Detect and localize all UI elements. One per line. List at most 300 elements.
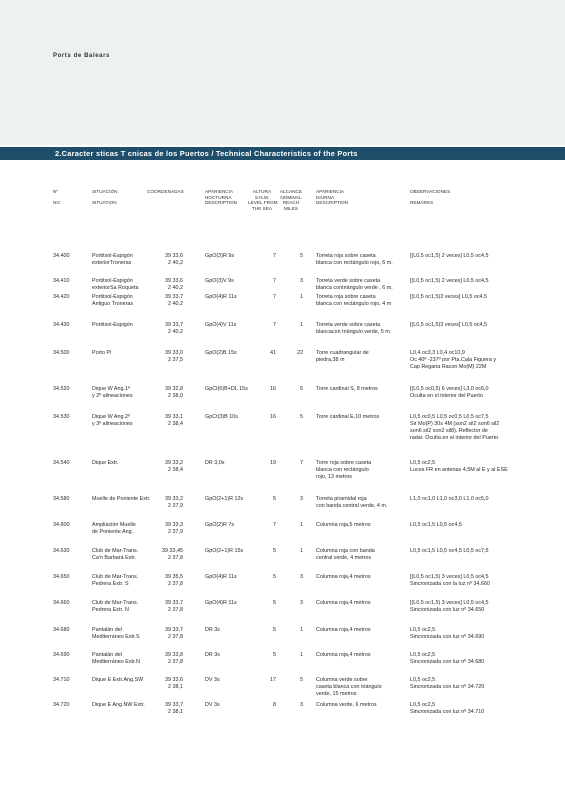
cell-line: 34.680: [53, 627, 70, 633]
cell-day: [316, 652, 406, 659]
cell-no: [53, 627, 81, 634]
cell-line: Torreta roja sobre caseta: [316, 253, 376, 259]
cell-line: Pantalán del: [92, 627, 122, 633]
cell-line: piedra,38 m: [316, 357, 345, 363]
cell-h: [250, 386, 276, 393]
cell-line: Dique W Ang.1º: [92, 386, 130, 392]
cell-line: 39 33,2: [165, 496, 183, 502]
cell-line: Sincronizada con luz nº 34.720: [410, 684, 485, 690]
cell-sit: [92, 350, 150, 357]
cell-line: 5: [273, 548, 276, 554]
cell-line: L0,5 oc2,5: [410, 677, 436, 683]
cell-line: Club de Mar-Trans.: [92, 600, 139, 606]
cell-co: [153, 574, 183, 588]
cell-day: [316, 522, 406, 529]
document-header: Ports de Balears: [53, 53, 110, 59]
cell-line: 3: [300, 600, 303, 606]
cell-line: 3: [300, 496, 303, 502]
cell-night: [205, 677, 249, 684]
cell-line: Dique E Extr.Ang.SW: [92, 677, 144, 683]
column-header-line: DESCRIPTION: [316, 200, 349, 206]
cell-r: [276, 460, 303, 467]
cell-line: 16: [270, 386, 276, 392]
cell-line: L0,5 oc2,5: [410, 460, 436, 466]
cell-line: Torre cardinal S, 8 metros: [316, 386, 378, 392]
cell-h: [250, 522, 276, 529]
cell-line: Columna roja,4 metros: [316, 652, 371, 658]
column-header-line: NO: [53, 200, 61, 206]
cell-co: [153, 652, 183, 666]
cell-line: 7: [273, 294, 276, 300]
cell-night: [205, 548, 249, 555]
cell-line: 39 33,7: [165, 294, 183, 300]
cell-line: Porto Pi: [92, 350, 112, 356]
cell-line: GpCt(3)B 10s: [205, 414, 238, 420]
cell-line: con banda central verde, 4 m.: [316, 503, 388, 509]
cell-line: 2 37,8: [168, 634, 183, 640]
cell-line: 39 33,3: [165, 522, 183, 528]
cell-no: [53, 322, 81, 329]
cell-r: [276, 386, 303, 393]
cell-line: L0,5 oc1,5 L0,5 oc4,5 L0,5 oc7,5: [410, 548, 489, 554]
cell-no: [53, 600, 81, 607]
cell-line: 7: [273, 322, 276, 328]
cell-night: [205, 627, 249, 634]
cell-day: [316, 600, 406, 607]
cell-day: [316, 278, 406, 292]
column-header-line: SITUATION: [92, 200, 117, 206]
section-title: 2.Caracter sticas T cnicas de los Puertos / Technical Characteristics of the Ports: [55, 149, 358, 158]
column-header-line: NOCTURNA: [205, 194, 232, 200]
cell-line: Sincronizada con luz nº 34.650: [410, 607, 485, 613]
cell-co: [153, 322, 183, 336]
cell-line: Columna roja con banda: [316, 548, 375, 554]
cell-line: 34.660: [53, 600, 70, 606]
cell-r: [276, 322, 303, 329]
cell-r: [276, 600, 303, 607]
cell-line: Portitxol-Espigón: [92, 322, 133, 328]
cell-rem: [410, 414, 530, 442]
cell-rem: [410, 386, 530, 400]
cell-line: 2 40,2: [168, 329, 183, 335]
cell-r: [276, 496, 303, 503]
cell-co: [153, 600, 183, 614]
cell-line: Columna roja,5 metros: [316, 522, 371, 528]
cell-line: 2 37,8: [168, 581, 183, 587]
cell-no: [53, 386, 81, 393]
cell-line: 2 37,5: [168, 357, 183, 363]
cell-line: 7: [273, 253, 276, 259]
cell-line: 5: [273, 627, 276, 633]
column-header-line: S.N.M.: [254, 194, 270, 200]
cell-h: [250, 652, 276, 659]
cell-line: Ampliación Muelle: [92, 522, 136, 528]
cell-co: [153, 350, 183, 364]
cell-no: [53, 574, 81, 581]
cell-line: Torreta verde sobre caseta: [316, 322, 381, 328]
cell-line: Pedrera Extr. S: [92, 581, 129, 587]
cell-line: 2 38,1: [168, 709, 183, 715]
cell-sit: [92, 652, 150, 666]
cell-line: 39 33,7: [165, 702, 183, 708]
cell-line: blancacon triángulo verde, 5 m.: [316, 329, 392, 335]
column-header-line: REMARKS: [410, 200, 434, 206]
cell-sit: [92, 522, 150, 536]
cell-line: exteriorSa Roqueta: [92, 285, 139, 291]
column-header-line: MILES: [283, 206, 299, 212]
cell-line: 3: [300, 574, 303, 580]
cell-no: [53, 253, 81, 260]
cell-line: Columna roja,4 metros: [316, 627, 371, 633]
cell-line: 1: [300, 548, 303, 554]
cell-night: [205, 652, 249, 659]
cell-h: [250, 702, 276, 709]
cell-line: 34.520: [53, 386, 70, 392]
cell-line: L1,0 oc1,0 L1,0 oc3,0 L1,0 oc5,0: [410, 496, 489, 502]
cell-no: [53, 702, 81, 709]
column-header-line: DIURNA: [316, 194, 334, 200]
cell-day: [316, 386, 406, 393]
cell-no: [53, 548, 81, 555]
cell-no: [53, 677, 81, 684]
cell-sit: [92, 322, 150, 329]
cell-line: [(L0,5 oc1,5)3 veces] L0,5 oc4,5: [410, 322, 488, 328]
cell-line: 39 33,6: [165, 278, 183, 284]
cell-night: [205, 600, 249, 607]
cell-line: GpO(2+1)R 15s: [205, 548, 244, 554]
cell-night: [205, 496, 249, 503]
column-header-line: DESCRIPTION: [205, 200, 238, 206]
cell-line: 39 35,5: [165, 574, 183, 580]
cell-line: 2 38,0: [168, 393, 183, 399]
cell-line: 39 33,7: [165, 322, 183, 328]
cell-sit: [92, 253, 150, 267]
cell-h: [250, 414, 276, 421]
cell-line: 2 38,4: [168, 467, 183, 473]
column-header-height: [248, 189, 276, 212]
cell-line: 39 33,45: [162, 548, 183, 554]
cell-line: [(L0,5 oc1,5) 2 veces] L0,5 oc4,5: [410, 253, 489, 259]
cell-h: [250, 496, 276, 503]
cell-line: 19: [270, 460, 276, 466]
cell-line: verde, 15 metros: [316, 691, 357, 697]
cell-line: exteriorTroneras: [92, 260, 132, 266]
cell-night: [205, 350, 249, 357]
column-header-no: [53, 189, 93, 206]
cell-day: [316, 322, 406, 336]
cell-line: GpO(4)R 11s: [205, 574, 237, 580]
cell-line: 2 40,2: [168, 285, 183, 291]
cell-line: Sincronizada con la luz nº 34.660: [410, 581, 490, 587]
cell-line: Club de Mar-Trans.: [92, 574, 139, 580]
cell-sit: [92, 702, 150, 709]
cell-r: [276, 652, 303, 659]
cell-line: Sincronizada con luz nº 34.710: [410, 709, 485, 715]
cell-night: [205, 460, 249, 467]
cell-sit: [92, 627, 150, 641]
cell-line: 34.720: [53, 702, 70, 708]
cell-h: [250, 600, 276, 607]
cell-no: [53, 350, 81, 357]
cell-line: 5: [300, 386, 303, 392]
cell-line: GpCt(6)B+DL 15s: [205, 386, 248, 392]
column-header-day: [316, 189, 376, 206]
cell-rem: [410, 548, 530, 555]
cell-line: 2 37,8: [168, 555, 183, 561]
cell-line: son6 sil2 son2 sil8). Reflector de: [410, 428, 488, 434]
cell-rem: [410, 322, 530, 329]
cell-rem: [410, 677, 530, 691]
cell-sit: [92, 460, 150, 467]
cell-h: [250, 548, 276, 555]
cell-line: Pantalán del: [92, 652, 122, 658]
cell-line: 17: [270, 677, 276, 683]
cell-line: Ca'n Barbará Extr.: [92, 555, 136, 561]
cell-rem: [410, 522, 530, 529]
cell-rem: [410, 627, 530, 641]
cell-line: 1: [300, 294, 303, 300]
cell-line: Torre cardinal E,10 metros: [316, 414, 380, 420]
cell-line: 39 32,8: [165, 386, 183, 392]
cell-line: 34.650: [53, 574, 70, 580]
cell-line: 5: [300, 414, 303, 420]
cell-line: GpO(2+1)R 12s: [205, 496, 244, 502]
cell-line: Torreta verde sobre caseta: [316, 278, 381, 284]
cell-r: [276, 702, 303, 709]
cell-line: 34.530: [53, 414, 70, 420]
cell-line: GpO(4)R 11s: [205, 600, 237, 606]
cell-day: [316, 294, 406, 308]
cell-line: 7: [273, 522, 276, 528]
cell-line: Sincronizada con luz nº 34.680: [410, 659, 485, 665]
cell-line: GpO(3)V 9s: [205, 278, 234, 284]
cell-line: GpO(4)V 11s: [205, 322, 237, 328]
cell-line: GpO(2)R 7s: [205, 522, 235, 528]
cell-line: 1: [300, 652, 303, 658]
cell-line: DV 3s: [205, 677, 220, 683]
cell-co: [153, 253, 183, 267]
cell-rem: [410, 350, 530, 371]
cell-sit: [92, 294, 150, 308]
cell-line: 1: [300, 522, 303, 528]
cell-co: [153, 386, 183, 400]
cell-no: [53, 652, 81, 659]
cell-line: Sincronizada con luz nº 34.690: [410, 634, 485, 640]
cell-line: y 3º alineaciones: [92, 421, 133, 427]
cell-line: 34.430: [53, 322, 70, 328]
cell-line: Pedrera Extr. N: [92, 607, 129, 613]
cell-line: L0,5 oc2,5: [410, 702, 436, 708]
cell-co: [153, 278, 183, 292]
cell-co: [153, 460, 183, 474]
cell-rem: [410, 600, 530, 614]
cell-line: GpO(3)R 9s: [205, 253, 235, 259]
cell-co: [153, 414, 183, 428]
cell-line: 34.420: [53, 294, 70, 300]
cell-line: 2 38,4: [168, 421, 183, 427]
cell-rem: [410, 574, 530, 588]
cell-sit: [92, 414, 150, 428]
cell-h: [250, 574, 276, 581]
cell-line: 39 33,1: [165, 414, 183, 420]
cell-line: 2 37,9: [168, 529, 183, 535]
column-header-remarks: [410, 189, 470, 206]
cell-co: [153, 294, 183, 308]
cell-r: [276, 294, 303, 301]
cell-line: de Poniente Ang.: [92, 529, 134, 535]
cell-line: Torre roja sobre caseta: [316, 460, 372, 466]
cell-line: 34.410: [53, 278, 70, 284]
cell-night: [205, 702, 249, 709]
column-header-line: NOMINAL: [280, 194, 302, 200]
cell-day: [316, 496, 406, 510]
cell-line: caseta blanca con triángulo: [316, 684, 382, 690]
cell-line: central verde, 4 metros: [316, 555, 372, 561]
cell-line: DR 3,0s: [205, 460, 225, 466]
cell-r: [276, 278, 303, 285]
cell-rem: [410, 253, 530, 260]
cell-co: [153, 677, 183, 691]
cell-r: [276, 548, 303, 555]
column-header-line: OBSERVACIONES: [410, 189, 451, 194]
cell-rem: [410, 652, 530, 666]
cell-line: [(L0,5 oc1,5)3 veces] L0,5 oc4,5: [410, 294, 488, 300]
cell-no: [53, 522, 81, 529]
cell-night: [205, 522, 249, 529]
cell-sit: [92, 677, 150, 684]
cell-line: 5: [300, 253, 303, 259]
cell-co: [153, 522, 183, 536]
cell-line: GpO(2)B 15s: [205, 350, 237, 356]
cell-night: [205, 253, 249, 260]
cell-line: Luces FR en antenas 4,5M al E y al ESE: [410, 467, 508, 473]
cell-line: 34.630: [53, 548, 70, 554]
cell-line: Columna verde, 6 metros: [316, 702, 377, 708]
cell-co: [153, 496, 183, 510]
cell-line: blanca con rectángulo rojo, 4 m: [316, 301, 392, 307]
cell-line: 41: [270, 350, 276, 356]
cell-no: [53, 294, 81, 301]
cell-line: Columna roja,4 metros: [316, 574, 371, 580]
cell-line: Torre cuadrangular de: [316, 350, 369, 356]
cell-line: blanca con rectángulo: [316, 467, 369, 473]
cell-line: 7: [273, 278, 276, 284]
cell-night: [205, 574, 249, 581]
cell-line: Club de Mar-Trans.: [92, 548, 139, 554]
cell-line: L0,5 oc0,5 L0,5 oc0,5 L0,5 oc7,5: [410, 414, 489, 420]
column-header-line: REACH: [282, 200, 300, 206]
cell-r: [276, 574, 303, 581]
cell-line: 2 40,2: [168, 260, 183, 266]
cell-line: 34.540: [53, 460, 70, 466]
cell-no: [53, 414, 81, 421]
cell-r: [276, 677, 303, 684]
cell-no: [53, 278, 81, 285]
cell-line: rojo, 13 metros: [316, 474, 352, 480]
column-header-night: [205, 189, 249, 206]
column-header-line: ALTURA: [252, 189, 272, 194]
cell-line: 34.500: [53, 350, 70, 356]
cell-line: 16: [270, 414, 276, 420]
cell-line: Mediterráneo Extr.N: [92, 659, 140, 665]
cell-night: [205, 278, 249, 285]
cell-line: [(L0,5 oc1,5) 3 veces] L0,5 oc4,5: [410, 600, 489, 606]
cell-line: Portitxol-Espigón: [92, 294, 133, 300]
cell-rem: [410, 294, 530, 301]
cell-co: [153, 702, 183, 716]
cell-sit: [92, 496, 150, 503]
cell-r: [276, 414, 303, 421]
cell-h: [250, 294, 276, 301]
cell-line: [(L0,5 oc1,5) 3 veces] L0,5 oc4,5: [410, 574, 489, 580]
cell-line: Antiguo Troneras: [92, 301, 134, 307]
cell-line: Muelle de Poniente Extr.: [92, 496, 151, 502]
cell-line: Columna verde sobre: [316, 677, 368, 683]
cell-line: 2 37,8: [168, 659, 183, 665]
column-header-line: Nº: [53, 189, 59, 194]
cell-line: Portitxol-Espigón: [92, 253, 133, 259]
cell-co: [153, 627, 183, 641]
cell-line: Dique Extr.: [92, 460, 119, 466]
cell-line: Dique E Ang.NW Extr.: [92, 702, 145, 708]
cell-r: [276, 522, 303, 529]
cell-line: 39 33,6: [165, 677, 183, 683]
cell-day: [316, 627, 406, 634]
cell-line: 34.690: [53, 652, 70, 658]
cell-line: L0,4 oc3,3 L0,4 oc10,9: [410, 350, 465, 356]
cell-line: 5: [273, 652, 276, 658]
cell-line: GpO(4)R 11s: [205, 294, 237, 300]
header-band: [0, 0, 565, 145]
cell-day: [316, 702, 406, 709]
column-header-line: APARIENCIA: [316, 189, 345, 194]
cell-line: DR 3s: [205, 627, 220, 633]
column-header-line: SITUACIÓN: [92, 189, 118, 194]
cell-line: 2 40,2: [168, 301, 183, 307]
cell-line: Columna roja,4 metros: [316, 600, 371, 606]
cell-r: [276, 350, 303, 357]
cell-line: radar. Oculta en el interior del Puerto: [410, 435, 499, 441]
cell-night: [205, 294, 249, 301]
cell-night: [205, 322, 249, 329]
cell-day: [316, 574, 406, 581]
cell-line: L0,5 oc2,5: [410, 652, 436, 658]
cell-line: Portitxol-Espigón: [92, 278, 133, 284]
cell-line: Mediterráneo Extr.S: [92, 634, 140, 640]
cell-line: Dique W Ang.2º: [92, 414, 130, 420]
cell-sit: [92, 574, 150, 588]
cell-r: [276, 627, 303, 634]
cell-line: Sir Mo(P) 30s 4M (son2 sil2 son6 sil2: [410, 421, 500, 427]
cell-line: blanca con rectángulo rojo, 6 m.: [316, 260, 393, 266]
cell-line: 5: [273, 574, 276, 580]
cell-h: [250, 627, 276, 634]
column-header-line: THE SEA: [251, 206, 273, 212]
cell-night: [205, 414, 249, 421]
column-header-situation: [92, 189, 142, 206]
cell-line: 39 33,0: [165, 350, 183, 356]
cell-line: 39 33,2: [165, 460, 183, 466]
cell-line: 5: [300, 677, 303, 683]
cell-rem: [410, 702, 530, 716]
cell-line: 39 33,6: [165, 253, 183, 259]
cell-line: [(L0,5 oc0,5) 6 veces] L3,0 oc6,0: [410, 386, 489, 392]
cell-co: [153, 548, 183, 562]
cell-line: 2 37,9: [168, 503, 183, 509]
cell-line: Cap Regana Racon Mo(M) 22M: [410, 364, 487, 370]
cell-line: y 2º alineaciones: [92, 393, 133, 399]
cell-sit: [92, 600, 150, 614]
